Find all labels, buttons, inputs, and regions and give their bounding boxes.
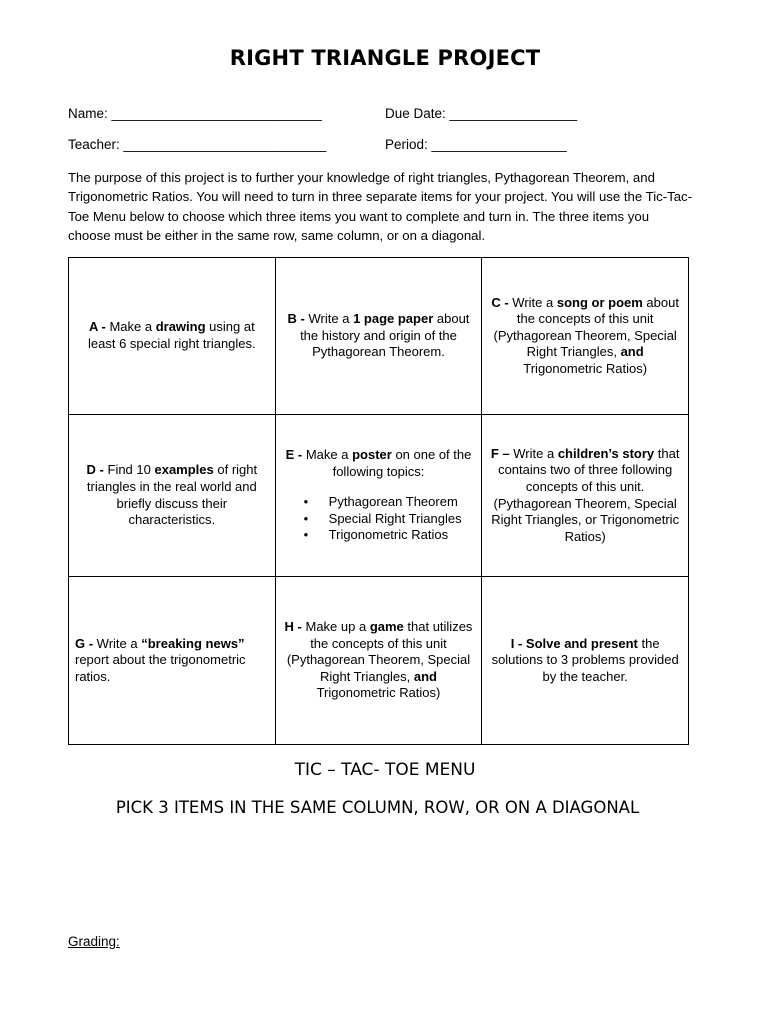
list-item: • Special Right Triangles <box>303 510 462 526</box>
period-field[interactable]: Period: __________________ <box>385 137 567 152</box>
cell-f: F – Write a children’s story that contains two of three following concepts of this unit. (Pythagorean Theorem, Special Right Triangles, or Trigonometric Ratios) <box>482 415 689 577</box>
name-field[interactable]: Name: ____________________________ <box>68 106 322 121</box>
cell-i: I - Solve and present the solutions to 3 problems provided by the teacher. <box>482 577 689 745</box>
poster-topic-list <box>304 494 476 544</box>
cell-a: A - Make a drawing using at least 6 special right triangles. <box>69 258 276 415</box>
menu-instruction: PICK 3 ITEMS IN THE SAME COLUMN, ROW, OR ON A DIAGONAL <box>115 798 640 817</box>
list-item: • Pythagorean Theorem <box>303 494 458 510</box>
grading-label: Grading: <box>68 934 120 949</box>
menu-title: TIC – TAC- TOE MENU <box>294 760 476 780</box>
list-item: • Trigonometric Ratios <box>303 527 449 543</box>
purpose-paragraph: The purpose of this project is to further your knowledge of right triangles, Pythagorean Theorem, and Trigonometric Ratios. You will need to turn in three separate items for your project. You will use the Tic-Tac-Toe Menu below to choose which three items you want to complete and turn in. The three items you choose must be either in the same row, same column, or on a diagonal. <box>68 170 693 243</box>
bullet-icon: • <box>303 510 309 526</box>
cell-d: D - Find 10 examples of right triangles in the real world and briefly discuss their characteristics. <box>69 415 276 577</box>
tic-tac-toe-grid <box>68 257 689 745</box>
due-date-field[interactable]: Due Date: _________________ <box>385 106 578 121</box>
cell-g: G - Write a “breaking news” report about the trigonometric ratios. <box>69 577 276 745</box>
cell-e: E - Make a poster on one of the following topics: • Pythagorean Theorem • Special Right Triangles • Trigonometric Ratios <box>275 415 482 577</box>
page-title: RIGHT TRIANGLE PROJECT <box>229 46 541 70</box>
teacher-field[interactable]: Teacher: ___________________________ <box>68 137 327 152</box>
cell-h: H - Make up a game that utilizes the concepts of this unit (Pythagorean Theorem, Special Right Triangles, and Trigonometric Ratios) <box>275 577 482 745</box>
cell-b: B - Write a 1 page paper about the history and origin of the Pythagorean Theorem. <box>275 258 482 415</box>
cell-c: C - Write a song or poem about the concepts of this unit (Pythagorean Theorem, Special Right Triangles, and Trigonometric Ratios) <box>482 258 689 415</box>
bullet-icon: • <box>303 494 309 510</box>
bullet-icon: • <box>303 527 309 543</box>
